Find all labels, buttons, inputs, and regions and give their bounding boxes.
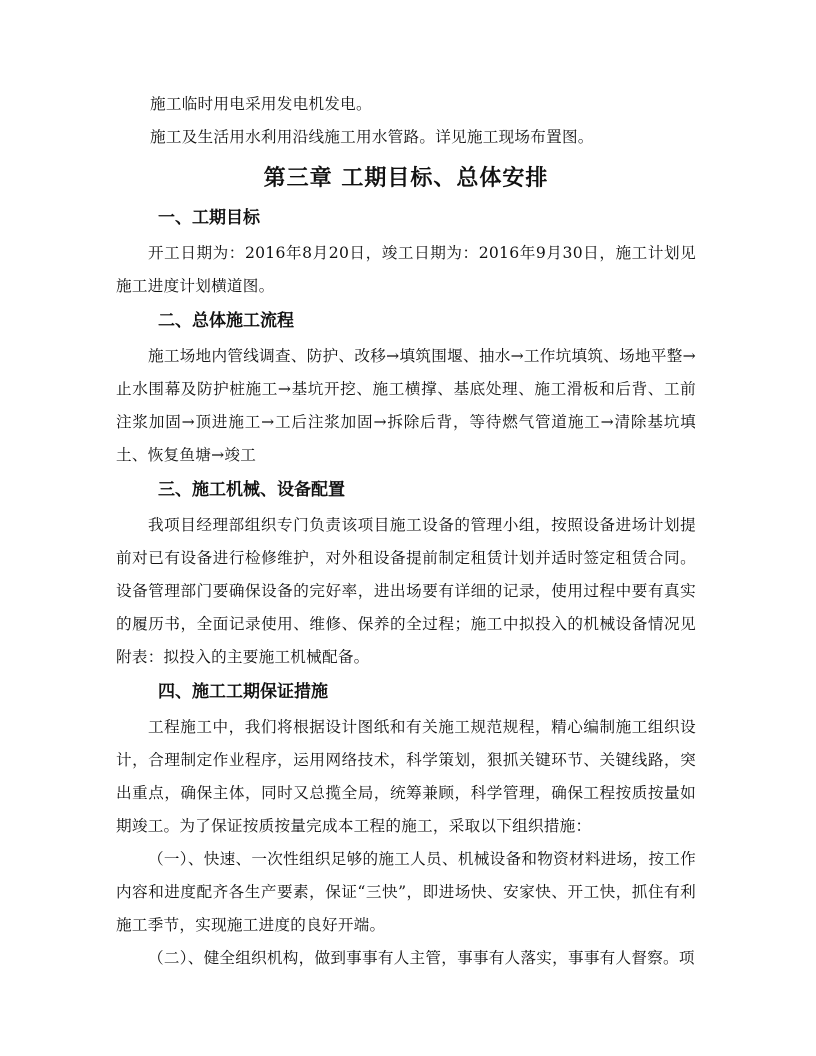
intro-paragraph-1: 施工临时用电采用发电机发电。 [150, 95, 372, 113]
intro-paragraph-2: 施工及生活用水利用沿线施工用水管路。详见施工现场布置图。 [150, 128, 594, 146]
section-heading-2: 二、总体施工流程 [158, 311, 294, 331]
section-heading-3: 三、施工机械、设备配置 [158, 480, 345, 500]
chapter-title: 第三章 工期目标、总体安排 [263, 166, 549, 191]
section-1-paragraph-1: 开工日期为：2016年8月20日，竣工日期为：2016年9月30日，施工计划见施工进度计划横道图。 [116, 244, 696, 295]
section-2-paragraph-1: 施工场地内管线调查、防护、改移→填筑围堰、抽水→工作坑填筑、场地平整→止水围幕及防护桩施工→基坑开挖、施工横撑、基底处理、施工滑板和后背、工前注浆加固→顶进施工→工后注浆加固→拆除后背，等待燃气管道施工→清除基坑填土、恢复鱼塘→竣工 [116, 347, 696, 464]
section-4-paragraph-3: （二）、健全组织机构，做到事事有人主管，事事有人落实，事事有人督察。项 [148, 949, 695, 967]
section-heading-1: 一、工期目标 [158, 208, 260, 228]
section-heading-4: 四、施工工期保证措施 [158, 682, 328, 702]
section-3-paragraph-1: 我项目经理部组织专门负责该项目施工设备的管理小组，按照设备进场计划提前对已有设备进行检修维护，对外租设备提前制定租赁计划并适时签定租赁合同。设备管理部门要确保设备的完好率，进出场要有详细的记录，使用过程中要有真实的履历书，全面记录使用、维修、保养的全过程；施工中拟投入的机械设备情况见附表：拟投入的主要施工机械配备。 [116, 516, 696, 666]
document-page [116, 88, 696, 975]
section-4-paragraph-2: （一）、快速、一次性组织足够的施工人员、机械设备和物资材料进场，按工作内容和进度配齐各生产要素，保证“三快”，即进场快、安家快、开工快，抓住有利施工季节，实现施工进度的良好开端。 [116, 850, 696, 934]
section-4-paragraph-1: 工程施工中，我们将根据设计图纸和有关施工规范规程，精心编制施工组织设计，合理制定作业程序，运用网络技术，科学策划，狠抓关键环节、关键线路，突出重点，确保主体，同时又总揽全局，统筹兼顾，科学管理，确保工程按质按量如期竣工。为了保证按质按量完成本工程的施工，采取以下组织措施： [116, 718, 696, 835]
